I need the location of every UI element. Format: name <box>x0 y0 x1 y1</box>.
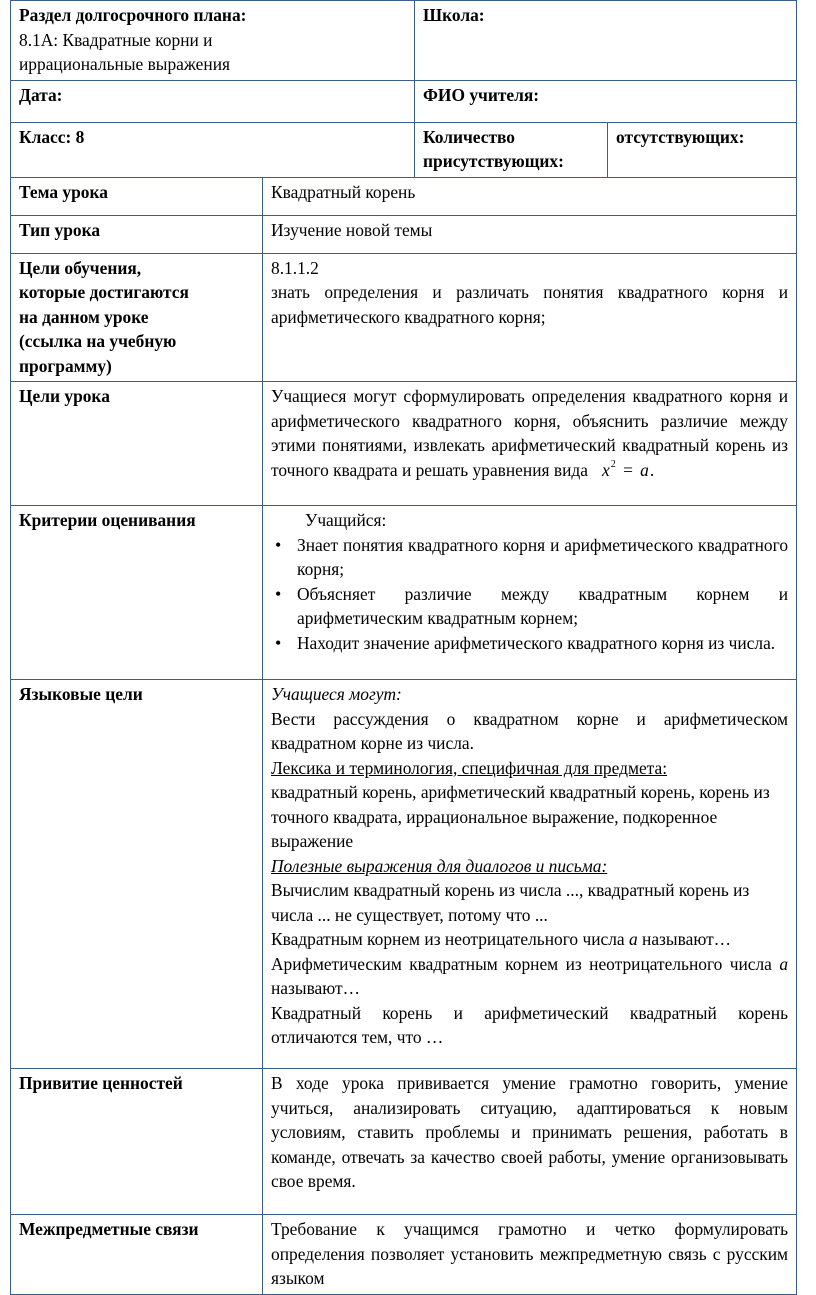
objectives-label-line: Цели обучения, <box>19 257 142 278</box>
topic-label-cell <box>11 177 263 215</box>
present-cell <box>415 122 608 177</box>
phrase-2 <box>271 927 788 952</box>
lesson-goals-text: Учащиеся могут сформулировать определения квадратного корня и арифметического квадратного корня, объяснить различие между этими понятиями, извлекать арифметический квадратный корень из точного квадрата и решать уравнения вида <box>271 386 789 480</box>
row-language <box>11 680 797 1069</box>
absent-cell <box>608 122 797 177</box>
equation-exponent: 2 <box>610 458 617 470</box>
row-values <box>11 1069 797 1215</box>
teacher-cell <box>415 80 797 122</box>
topic-label: Тема урока <box>19 181 108 202</box>
language-label: Языковые цели <box>19 684 143 704</box>
vocab-heading: Лексика и терминология, специфичная для предмета: <box>271 757 668 778</box>
values-label: Привитие ценностей <box>19 1073 183 1093</box>
absent-label: отсутствующих: <box>616 126 745 147</box>
date-cell <box>11 80 415 122</box>
phrase-2-end: называют… <box>637 929 732 949</box>
header-row-class <box>11 122 797 177</box>
lesson-goals-value-cell <box>263 382 797 506</box>
criteria-label: Критерии оценивания <box>19 510 196 530</box>
values-label-cell <box>11 1069 263 1215</box>
date-label: Дата: <box>19 84 63 105</box>
language-label-cell <box>11 680 263 1069</box>
row-lesson-goals <box>11 382 797 506</box>
interdisciplinary-label-cell <box>11 1215 263 1295</box>
section-cell <box>11 1 415 81</box>
phrase-2-var: а <box>628 929 638 949</box>
section-value-line2: иррациональные выражения <box>19 54 230 74</box>
criteria-item: • Знает понятия квадратного корня и арифметического квадратного корня; <box>297 533 788 582</box>
present-label-line1: Количество <box>423 126 515 147</box>
objective-code: 8.1.1.2 <box>271 257 319 278</box>
criteria-item: • Объясняет различие между квадратным корнем и арифметическим квадратным корнем; <box>297 582 788 631</box>
criteria-intro: Учащийся: <box>305 510 387 530</box>
interdisciplinary-text: Требование к учащимся грамотно и четко формулировать определения позволяет установить межпредметную связь с русским языком <box>271 1219 789 1288</box>
interdisciplinary-value-cell <box>263 1215 797 1295</box>
lesson-plan-page <box>10 0 796 1295</box>
objectives-label-line: на данном уроке <box>19 306 149 327</box>
phrase-3-end: называют… <box>271 978 361 998</box>
students-can: Учащиеся могут: <box>271 684 402 704</box>
present-label-line2: присутствующих: <box>423 151 564 171</box>
row-topic <box>11 177 797 215</box>
equation-end: . <box>649 459 655 480</box>
type-label-cell <box>11 215 263 253</box>
objectives-label-line: которые достигаются <box>19 282 189 302</box>
section-label: Раздел долгосрочного плана: <box>19 5 247 25</box>
phrase-1: Вычислим квадратный корень из числа ..., квадратный корень из числа ... не существует, потому что ... <box>271 880 750 925</box>
lesson-goals-paragraph <box>271 384 788 482</box>
type-label: Тип урока <box>19 219 101 240</box>
type-value: Изучение новой темы <box>271 219 433 240</box>
row-type <box>11 215 797 253</box>
row-criteria <box>11 506 797 680</box>
class-label: Класс: 8 <box>19 126 85 147</box>
phrase-3-var: а <box>779 953 789 974</box>
language-p1: Вести рассуждения о квадратном корне и арифметическом квадратном корне из числа. <box>271 708 789 753</box>
equation-rest: = a <box>616 459 650 480</box>
phrase-4: Квадратный корень и арифметический квадратный корень отличаются тем, что … <box>271 1002 789 1047</box>
header-row-date <box>11 80 797 122</box>
objective-text: знать определения и различать понятия квадратного корня и арифметического квадратного корня; <box>271 282 789 327</box>
lesson-plan-table <box>10 0 797 1295</box>
objectives-value-cell <box>263 253 797 382</box>
objectives-label-line: программу) <box>19 355 112 376</box>
equation <box>602 460 650 480</box>
teacher-label: ФИО учителя: <box>423 84 540 105</box>
values-value-cell <box>263 1069 797 1215</box>
school-label: Школа: <box>423 5 485 25</box>
class-cell <box>11 122 415 177</box>
criteria-value-cell <box>263 506 797 680</box>
phrase-3-start: Арифметическим квадратным корнем из неотрицательного числа <box>271 953 780 974</box>
phrases-heading: Полезные выражения для диалогов и письма: <box>271 855 608 876</box>
row-objectives <box>11 253 797 382</box>
lesson-goals-label: Цели урока <box>19 386 110 406</box>
vocab-text: квадратный корень, арифметический квадратный корень, корень из точного квадрата, иррациональное выражение, подкоренное выражение <box>271 782 770 851</box>
school-cell <box>415 1 797 81</box>
language-value-cell <box>263 680 797 1069</box>
topic-value: Квадратный корень <box>271 181 416 202</box>
equation-variable: x <box>601 459 611 480</box>
values-text: В ходе урока прививается умение грамотно говорить, умение учиться, анализировать ситуацию, адаптироваться к новым условиям, ставить проблемы и принимать решения, работать в команде, отвечать за качество своей работы, умение организовывать свое время. <box>271 1073 789 1191</box>
section-value-line1: 8.1А: Квадратные корни и <box>19 29 213 50</box>
header-row-section <box>11 1 797 81</box>
objectives-label-line: (ссылка на учебную <box>19 331 177 351</box>
phrase-3 <box>271 952 788 1001</box>
criteria-list <box>271 533 788 656</box>
topic-value-cell <box>263 177 797 215</box>
criteria-item: • Находит значение арифметического квадратного корня из числа. <box>297 631 788 656</box>
phrase-2-start: Квадратным корнем из неотрицательного числа <box>271 929 629 949</box>
interdisciplinary-label: Межпредметные связи <box>19 1219 199 1239</box>
type-value-cell <box>263 215 797 253</box>
criteria-label-cell <box>11 506 263 680</box>
objectives-label-cell <box>11 253 263 382</box>
row-interdisciplinary <box>11 1215 797 1295</box>
lesson-goals-label-cell <box>11 382 263 506</box>
